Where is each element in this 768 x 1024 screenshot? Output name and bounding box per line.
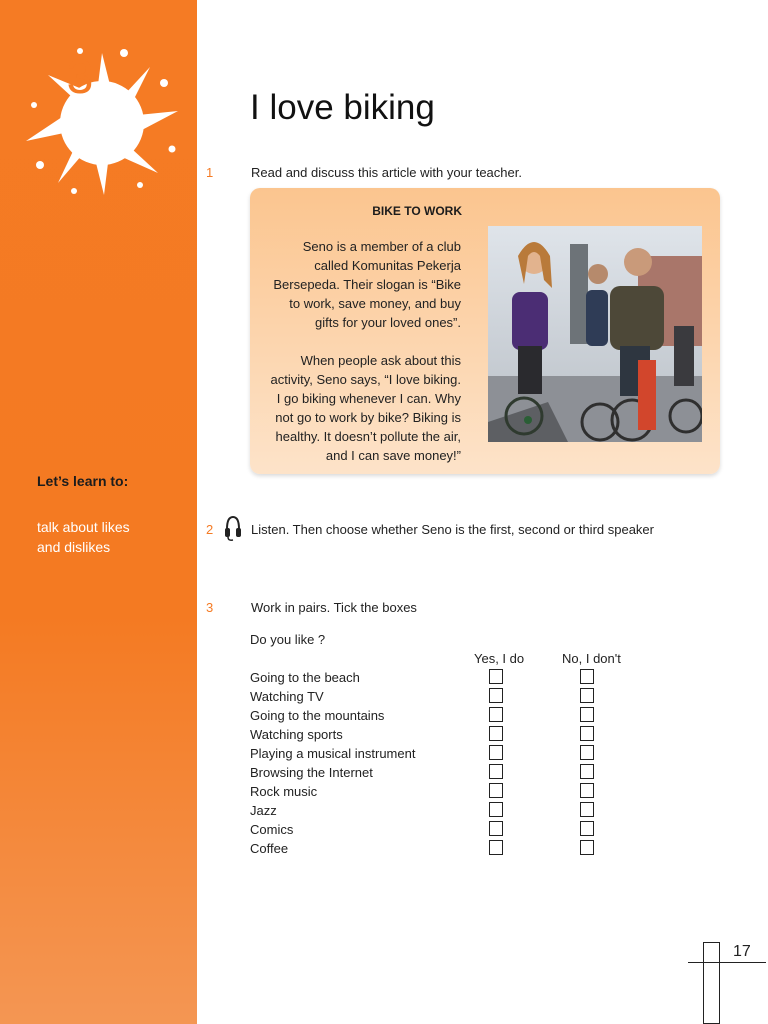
exercise-number: 2 — [206, 522, 214, 537]
article-line: not go to work by bike? Biking is — [275, 410, 461, 425]
column-header-no: No, I don't — [562, 651, 621, 666]
article-line: Bersepeda. Their slogan is “Bike — [273, 277, 461, 292]
checkbox-no[interactable] — [580, 764, 594, 779]
page-title: I love biking — [250, 88, 435, 127]
checkbox-yes[interactable] — [489, 821, 503, 836]
checkbox-no[interactable] — [580, 821, 594, 836]
survey-item: Watching sports — [250, 727, 343, 742]
survey-item: Watching TV — [250, 689, 324, 704]
survey-item: Playing a musical instrument — [250, 746, 416, 761]
checkbox-yes[interactable] — [489, 764, 503, 779]
checkbox-no[interactable] — [580, 802, 594, 817]
page-number-rule — [688, 962, 766, 963]
learn-goal — [37, 517, 177, 557]
checkbox-yes[interactable] — [489, 669, 503, 684]
page-number: 17 — [733, 943, 751, 960]
exercise-instruction: Work in pairs. Tick the boxes — [251, 600, 417, 615]
column-header-yes: Yes, I do — [474, 651, 525, 666]
learn-goal-line: talk about likes — [37, 519, 130, 535]
exercise-instruction: Listen. Then choose whether Seno is the first, second or third speaker — [251, 522, 654, 537]
article-line: I go biking whenever I can. Why — [276, 391, 461, 406]
checkbox-yes[interactable] — [489, 745, 503, 760]
exercise-number: 1 — [206, 165, 214, 180]
survey-item: Comics — [250, 822, 294, 837]
sidebar — [0, 0, 197, 1024]
article-line: called Komunitas Pekerja — [314, 258, 461, 273]
article-paragraph — [260, 351, 461, 465]
checkbox-no[interactable] — [580, 745, 594, 760]
article-line: and I can save money!” — [325, 448, 461, 463]
survey-item: Going to the beach — [250, 670, 360, 685]
survey-item: Going to the mountains — [250, 708, 385, 723]
page-number-box — [703, 942, 720, 1024]
survey-item: Browsing the Internet — [250, 765, 373, 780]
checkbox-yes[interactable] — [489, 783, 503, 798]
checkbox-no[interactable] — [580, 688, 594, 703]
unit-number: 3 — [66, 51, 94, 104]
survey-question: Do you like ? — [250, 632, 326, 647]
checkbox-no[interactable] — [580, 669, 594, 684]
article-line: activity, Seno says, “I love biking. — [270, 372, 461, 387]
article-line: Seno is a member of a club — [302, 239, 461, 254]
survey-item: Coffee — [250, 841, 289, 856]
article-line: When people ask about this — [300, 353, 461, 368]
learn-goal-line: and dislikes — [37, 539, 111, 555]
learn-heading: Let’s learn to: — [37, 473, 129, 489]
checkbox-no[interactable] — [580, 726, 594, 741]
article-box — [250, 188, 720, 474]
article-line: to work, save money, and buy — [289, 296, 461, 311]
checkbox-yes[interactable] — [489, 726, 503, 741]
article-line: healthy. It doesn’t pollute the air, — [275, 429, 461, 444]
article-line: gifts for your loved ones”. — [315, 315, 461, 330]
article-paragraph — [260, 237, 461, 332]
checkbox-no[interactable] — [580, 783, 594, 798]
checkbox-no[interactable] — [580, 840, 594, 855]
survey-item: Rock music — [250, 784, 318, 799]
cyclists-photo — [488, 226, 702, 442]
checkbox-yes[interactable] — [489, 802, 503, 817]
checkbox-yes[interactable] — [489, 840, 503, 855]
exercise-instruction: Read and discuss this article with your teacher. — [251, 165, 522, 180]
survey-item: Jazz — [250, 803, 277, 818]
checkbox-yes[interactable] — [489, 688, 503, 703]
checkbox-no[interactable] — [580, 707, 594, 722]
headphones-icon — [224, 515, 242, 541]
article-title: BIKE TO WORK — [372, 204, 462, 218]
exercise-number: 3 — [206, 600, 214, 615]
checkbox-yes[interactable] — [489, 707, 503, 722]
